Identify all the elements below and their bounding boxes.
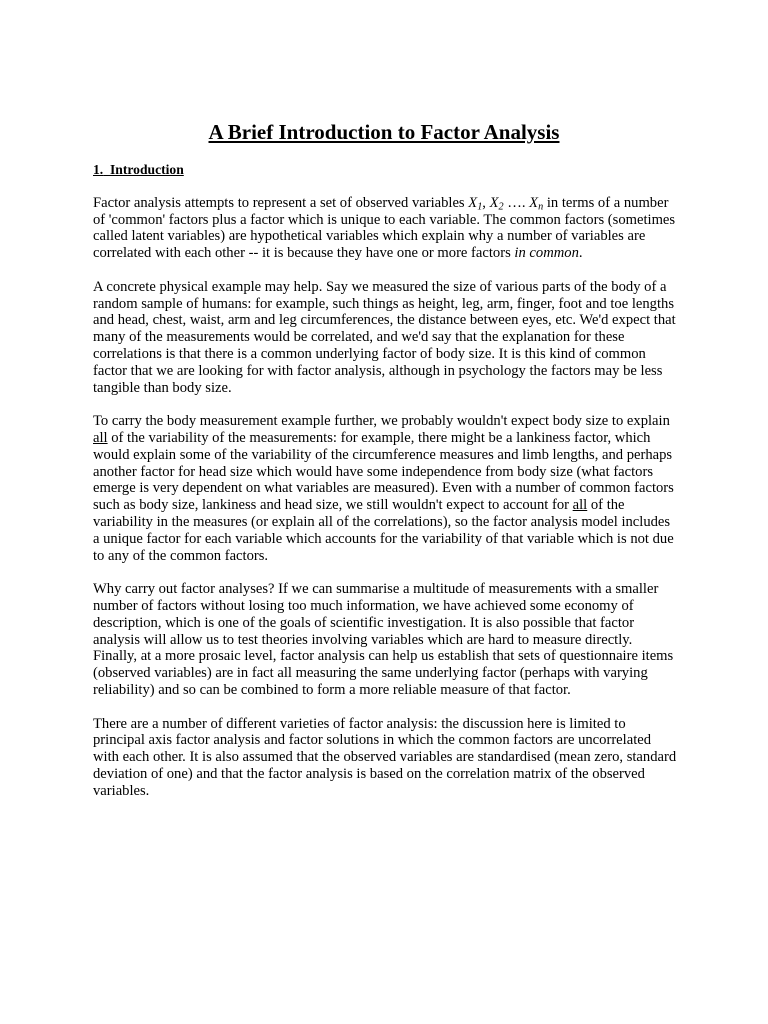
p1-text-b: in terms of a number of 'common' factors plus a factor which is unique to each variable. The common factors (sometimes called latent variables) are hypothetical variables which explain why a number of variables are correlated with each other -- it is because they have one or more factors: [93, 194, 676, 262]
variable-x2: [490, 195, 504, 211]
var1-subscript: 1: [477, 201, 483, 213]
var1-letter: X: [468, 194, 478, 211]
paragraph-2: A concrete physical example may help. Say we measured the size of various parts of the body of a random sample of humans: for example, such things as height, leg, arm, finger, foot and toe lengths and head, chest, waist, arm and leg circumferences, the distance between eyes, etc. We'd expect that many of the measurements would be correlated, and we'd say that the explanation for these correlations is that there is a common underlying factor of body size. It is this kind of common factor that we are looking for with factor analysis, although in psychology the factors may be less tangible than body size.: [93, 278, 676, 396]
var2-letter: X: [489, 194, 499, 211]
section-number: 1.: [93, 162, 104, 177]
paragraph-3: [93, 413, 677, 564]
variable-xn: [529, 195, 543, 211]
p1-sep: ,: [482, 194, 490, 211]
p3-text-a: To carry the body measurement example further, we probably wouldn't expect body size to explain: [93, 413, 670, 430]
p3-underline-1: all: [93, 429, 108, 446]
paragraph-1: [93, 195, 677, 262]
p3-text-c: of the variability in the measures (or explain all of the correlations), so the factor analysis model includes a unique factor for each variable which accounts for the variability of that variable which is not due to any of the common factors.: [93, 497, 674, 564]
p3-underline-2: all: [572, 497, 588, 514]
p1-ellipsis: ….: [503, 194, 530, 211]
varn-letter: X: [529, 194, 539, 211]
paragraph-4: Why carry out factor analyses? If we can summarise a multitude of measurements with a smaller number of factors without losing too much information, we have achieved some economy of description, which is one of the goals of scientific investigation. It is also possible that factor analysis will allow us to test theories involving variables which are hard to measure directly. Finally, at a more prosaic level, factor analysis can help us establish that sets of questionnaire items (observed variables) are in fact all measuring the same underlying factor (perhaps with varying reliability) and so can be combined to form a more reliable measure of that factor.: [93, 581, 674, 698]
p1-text-a: Factor analysis attempts to represent a set of observed variables: [93, 194, 469, 211]
section-title: Introduction: [110, 162, 184, 177]
p1-text-c: .: [578, 245, 583, 262]
variable-x1: [468, 195, 482, 211]
varn-subscript: n: [538, 201, 544, 213]
paragraph-5: There are a number of different varieties of factor analysis: the discussion here is limited to principal axis factor analysis and factor solutions in which the common factors are uncorrelated with each other. It is also assumed that the observed variables are standardised (mean zero, standard deviation of one) and that the factor analysis is based on the correlation matrix of the observed variables.: [93, 715, 677, 799]
p1-emphasis: in common: [514, 245, 579, 262]
section-heading: [93, 162, 677, 179]
var2-subscript: 2: [498, 201, 504, 213]
p3-text-b: of the variability of the measurements: for example, there might be a lankiness factor, which would explain some of the variability of the circumference measures and limb lengths, and perhaps another factor for head size which would have some independence from body size (what factors emerge is very dependent on what variables are measured). Even with a number of common factors such as body size, lankiness and head size, we still wouldn't expect to account for: [93, 429, 674, 514]
document-body: [93, 162, 677, 816]
document-title: A Brief Introduction to Factor Analysis: [208, 120, 560, 144]
